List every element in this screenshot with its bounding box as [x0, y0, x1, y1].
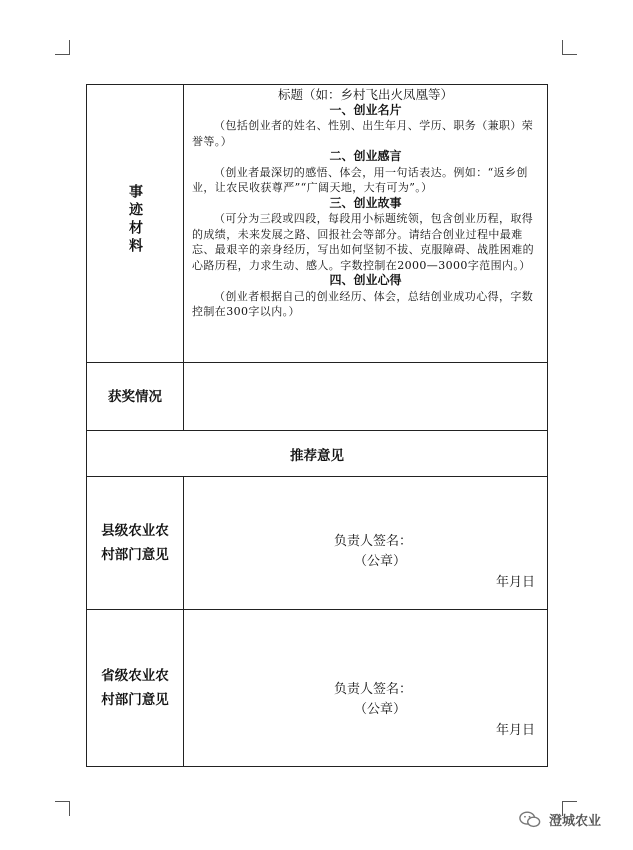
application-form-table [86, 84, 548, 767]
section-body: （包括创业者的姓名、性别、出生年月、学历、职务（兼职）荣誉等。） [192, 119, 534, 148]
awards-value[interactable] [184, 363, 548, 431]
province-label-cell [87, 610, 184, 767]
awards-row [87, 363, 548, 431]
recommend-row [87, 431, 548, 477]
wechat-icon [519, 811, 541, 828]
watermark [519, 810, 601, 829]
county-signature-label: 负责人签名： [334, 534, 413, 549]
awards-label: 获奖情况 [87, 363, 184, 431]
material-label-cell [87, 85, 184, 363]
section-body: （创业者根据自己的创业经历、体会，总结创业成功心得，字数控制在300字以内。） [192, 289, 534, 318]
county-seal-label: （公章） [354, 554, 407, 569]
province-date-label: 年月日 [495, 723, 535, 738]
crop-mark-top-left [55, 40, 70, 55]
province-opinion[interactable] [184, 610, 548, 767]
section-body: （创业者最深切的感悟、体会，用一句话表达。例如：“返乡创业，让农民收获尊严”“广阔天地，大有可为”。） [192, 165, 528, 194]
crop-mark-bottom-left [55, 801, 70, 816]
province-label: 省级农业农村部门意见 [101, 668, 169, 708]
county-date-label: 年月日 [495, 575, 535, 590]
section-heading: 一、创业名片 [329, 102, 402, 117]
county-opinion[interactable] [184, 477, 548, 610]
material-title: 标题（如：乡村飞出火凤凰等） [277, 87, 453, 102]
recommend-label: 推荐意见 [87, 431, 548, 477]
province-signature-label: 负责人签名： [334, 682, 413, 697]
material-label: 事迹材料 [127, 183, 143, 256]
county-label-cell [87, 477, 184, 610]
province-seal-label: （公章） [354, 702, 407, 717]
section-heading: 四、创业心得 [329, 273, 402, 287]
county-row [87, 477, 548, 610]
section-heading: 二、创业感言 [329, 149, 402, 163]
material-row [87, 85, 548, 363]
province-row [87, 610, 548, 767]
crop-mark-top-right [562, 40, 577, 55]
material-content[interactable] [184, 85, 548, 363]
watermark-text: 澄城农业 [549, 814, 602, 829]
section-heading: 三、创业故事 [329, 195, 402, 210]
section-body: （可分为三段或四段，每段用小标题统领，包含创业历程，取得的成绩，未来发展之路、回报社会等部分。请结合创业过程中最难忘、最艰辛的亲身经历，写出如何坚韧不拔、克服障碍、战胜困难的心路历程，力求生动、感人。字数控制在2000—3000字范围内。） [192, 212, 534, 272]
county-label: 县级农业农村部门意见 [101, 523, 169, 563]
